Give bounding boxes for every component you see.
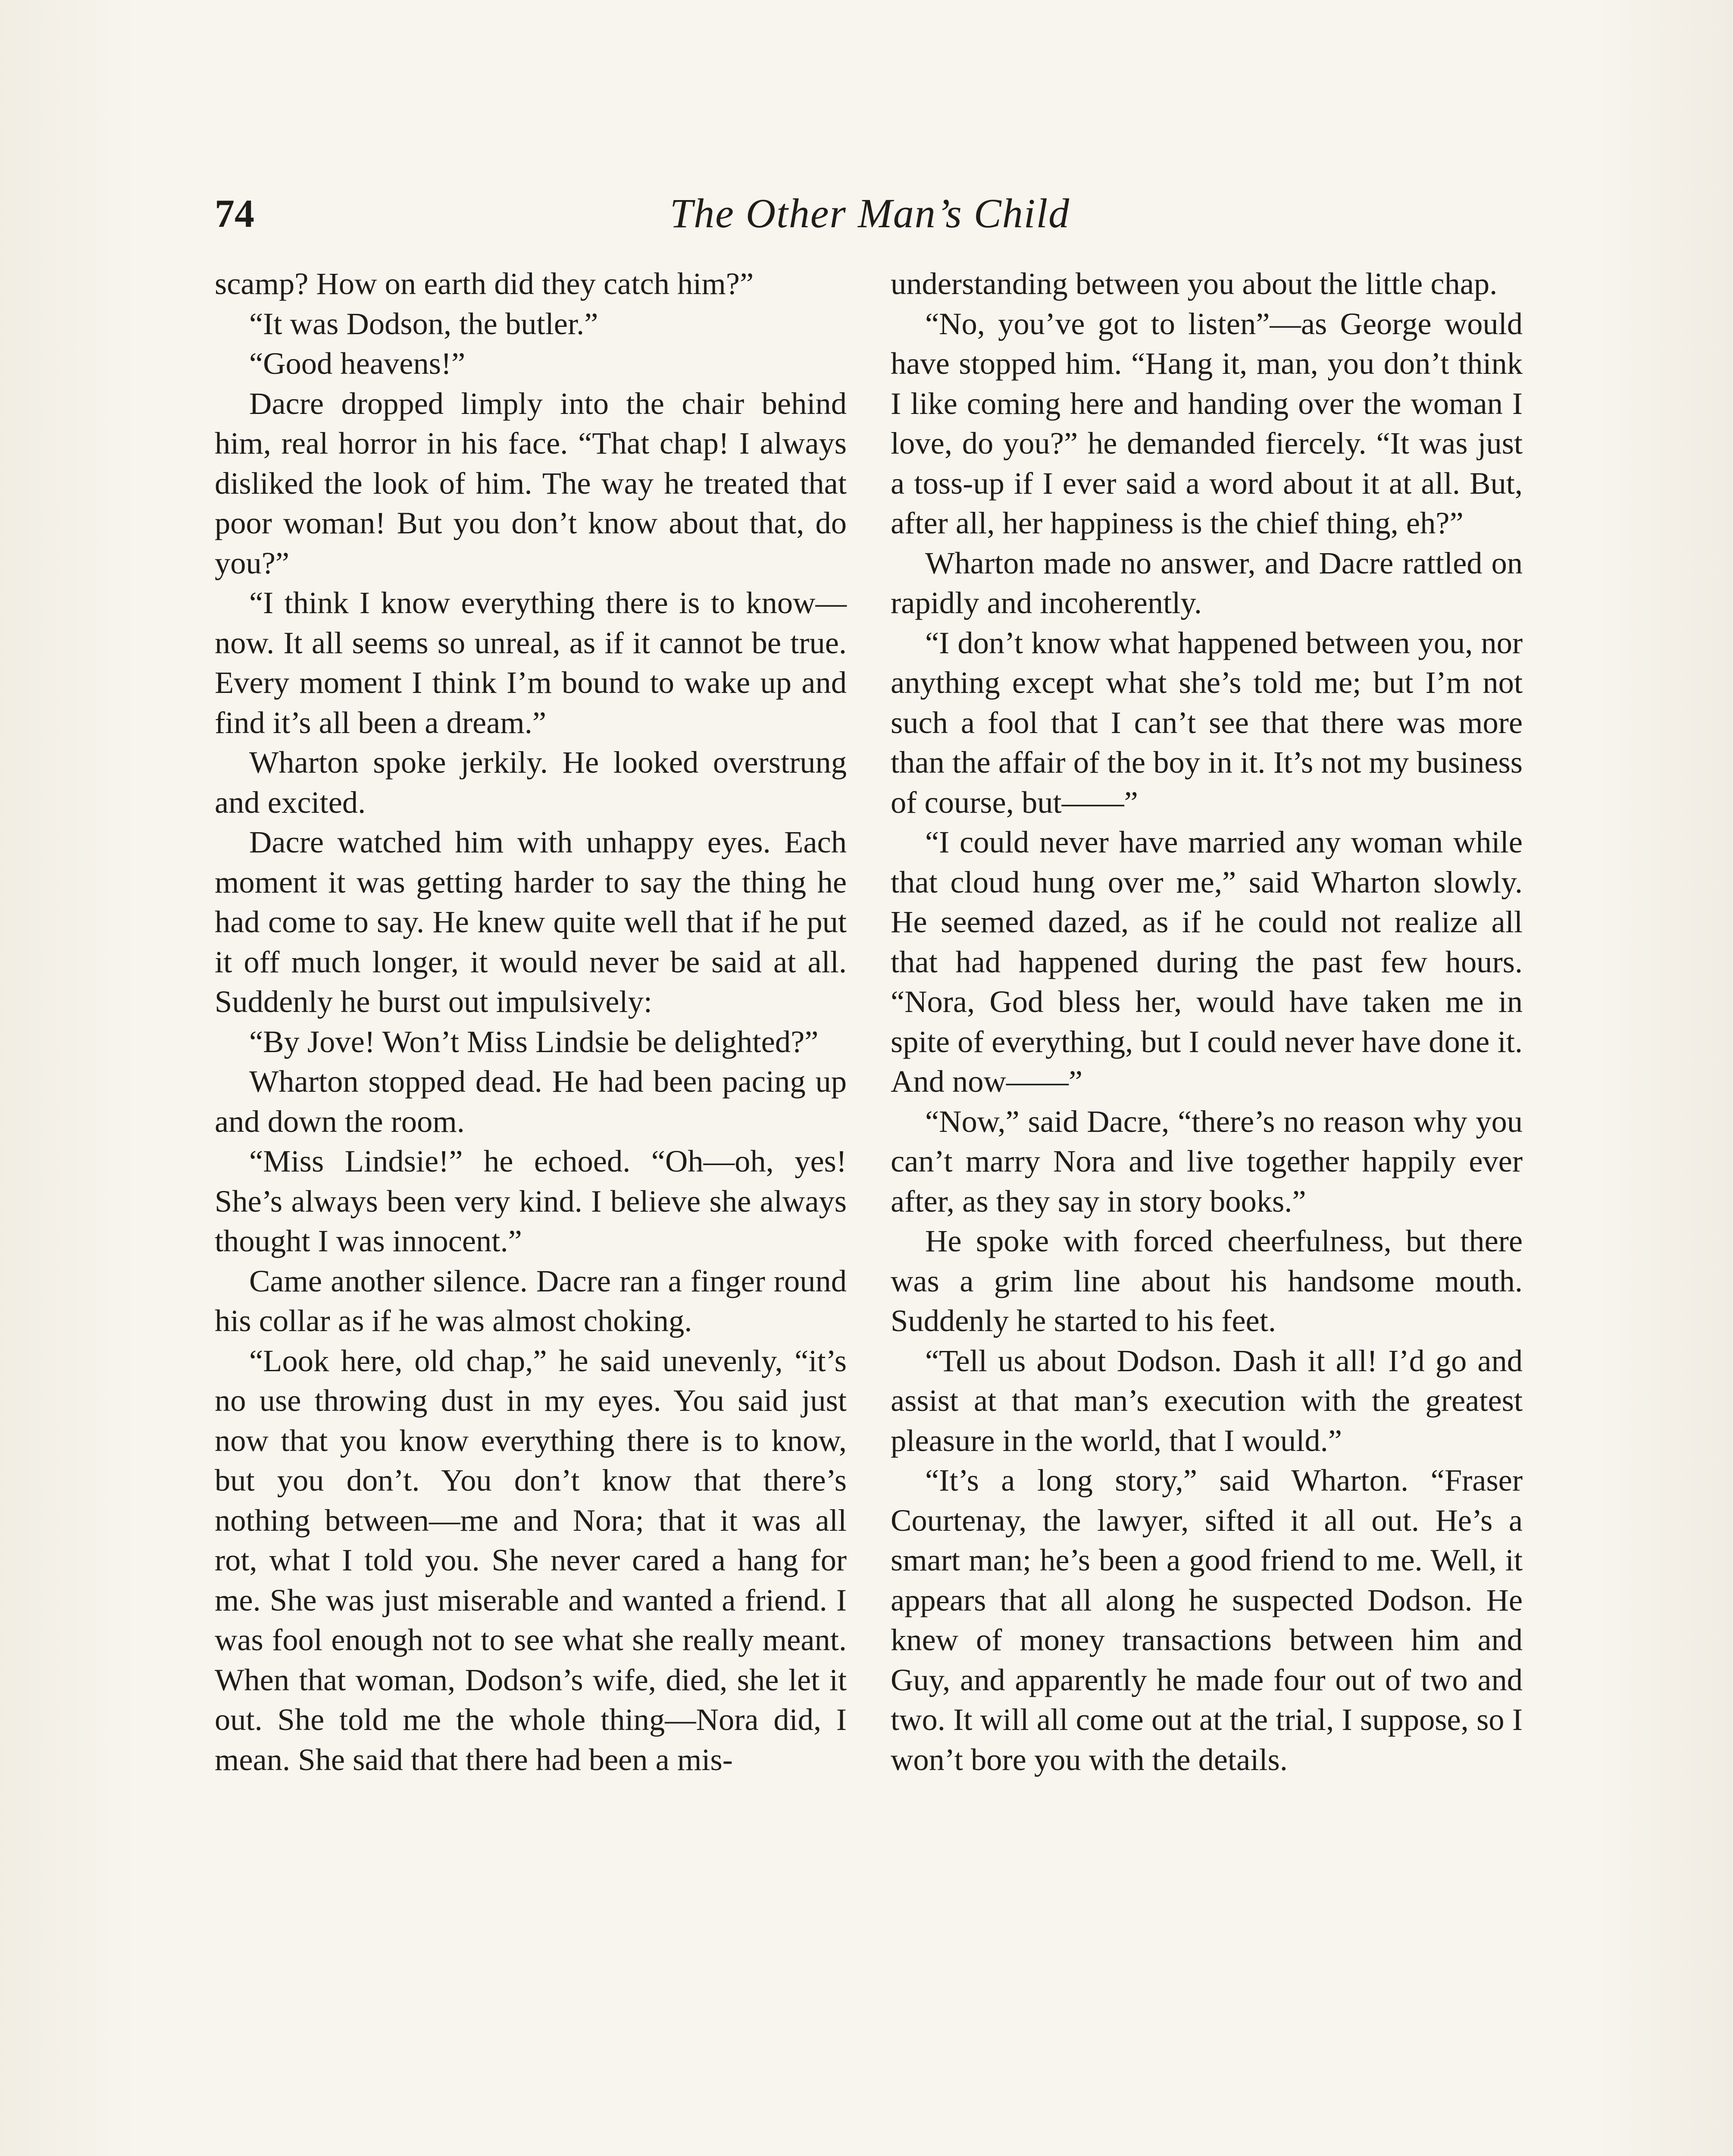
paragraph: scamp? How on earth did they catch him?” — [215, 266, 754, 301]
paragraph: Wharton made no answer, and Dacre rattled on rapidly and incoherently. — [891, 545, 1523, 620]
running-title: The Other Man’s Child — [669, 190, 1070, 236]
paragraph: understanding between you about the little chap. — [891, 266, 1498, 301]
paragraph: “Now,” said Dacre, “there’s no reason why you can’t marry Nora and live together happily ever after, as they say in story books.” — [891, 1103, 1523, 1219]
paragraph: “It’s a long story,” said Wharton. “Fraser Courtenay, the lawyer, sifted it all out. He’s a smart man; he’s been a good friend to me. Well, it appears that all along he suspected Dodson. He knew of money transactions between him and Guy, and apparently he made four out of two and two. It will all come out at the trial, I suppose, so I won’t bore you with the details. — [891, 1463, 1523, 1777]
paragraph: “Tell us about Dodson. Dash it all! I’d go and assist at that man’s execution with the greatest pleasure in the world, that I would.” — [891, 1343, 1523, 1458]
paragraph: He spoke with forced cheerfulness, but there was a grim line about his handsome mouth. Suddenly he started to his feet. — [891, 1223, 1523, 1338]
page-number: 74 — [215, 191, 254, 235]
paragraph: Wharton stopped dead. He had been pacing up and down the room. — [215, 1064, 847, 1139]
paragraph: “I think I know everything there is to know—now. It all seems so unreal, as if it cannot be true. Every moment I think I’m bound to wake up and find it’s all been a dream.” — [215, 585, 847, 740]
paragraph: Wharton spoke jerkily. He looked overstrung and excited. — [215, 745, 847, 820]
paragraph: Came another silence. Dacre ran a finger round his collar as if he was almost choking. — [215, 1263, 847, 1338]
paragraph: “It was Dodson, the butler.” — [249, 306, 598, 341]
paragraph: “Look here, old chap,” he said unevenly, “it’s no use throwing dust in my eyes. You said just now that you know everything there is to know, but you don’t. You don’t know that there’s nothing between—me and Nora; that it was all rot, what I told you. She never cared a hang for me. She was just miserable and wanted a friend. I was fool enough not to see what she really meant. When that woman, Dodson’s wife, died, she let it out. She told me the whole thing—Nora did, I mean. She said that there had been a mis- — [215, 1343, 847, 1777]
paragraph: Dacre watched him with unhappy eyes. Each moment it was getting harder to say the thing he had come to say. He knew quite well that if he put it off much longer, it would never be said at all. Suddenly he burst out impulsively: — [215, 824, 847, 1019]
paragraph: Dacre dropped limply into the chair behind him, real horror in his face. “That chap! I always disliked the look of him. The way he treated that poor woman! But you don’t know about that, do you?” — [215, 385, 847, 580]
paragraph: “I could never have married any woman while that cloud hung over me,” said Wharton slowly. He seemed dazed, as if he could not realize all that had happened during the past few hours. “Nora, God bless her, would have taken me in spite of everything, but I could never have done it. And now——” — [891, 824, 1523, 1099]
paragraph: “No, you’ve got to listen”—as George would have stopped him. “Hang it, man, you don’t think I like coming here and handing over the woman I love, do you?” he demanded fiercely. “It was just a toss-up if I ever said a word about it at all. But, after all, her happiness is the chief thing, eh?” — [891, 306, 1523, 540]
page-header — [215, 185, 1525, 241]
left-column — [215, 264, 847, 1780]
paragraph: “Miss Lindsie!” he echoed. “Oh—oh, yes! She’s always been very kind. I believe she always thought I was innocent.” — [215, 1144, 847, 1258]
paragraph: “I don’t know what happened between you, nor anything except what she’s told me; but I’m not such a fool that I can’t see that there was more than the affair of the boy in it. It’s not my business of course, but——” — [891, 625, 1523, 820]
paragraph: “Good heavens!” — [249, 346, 466, 381]
paragraph: “By Jove! Won’t Miss Lindsie be delighted?” — [249, 1024, 819, 1059]
right-column — [891, 264, 1523, 1780]
